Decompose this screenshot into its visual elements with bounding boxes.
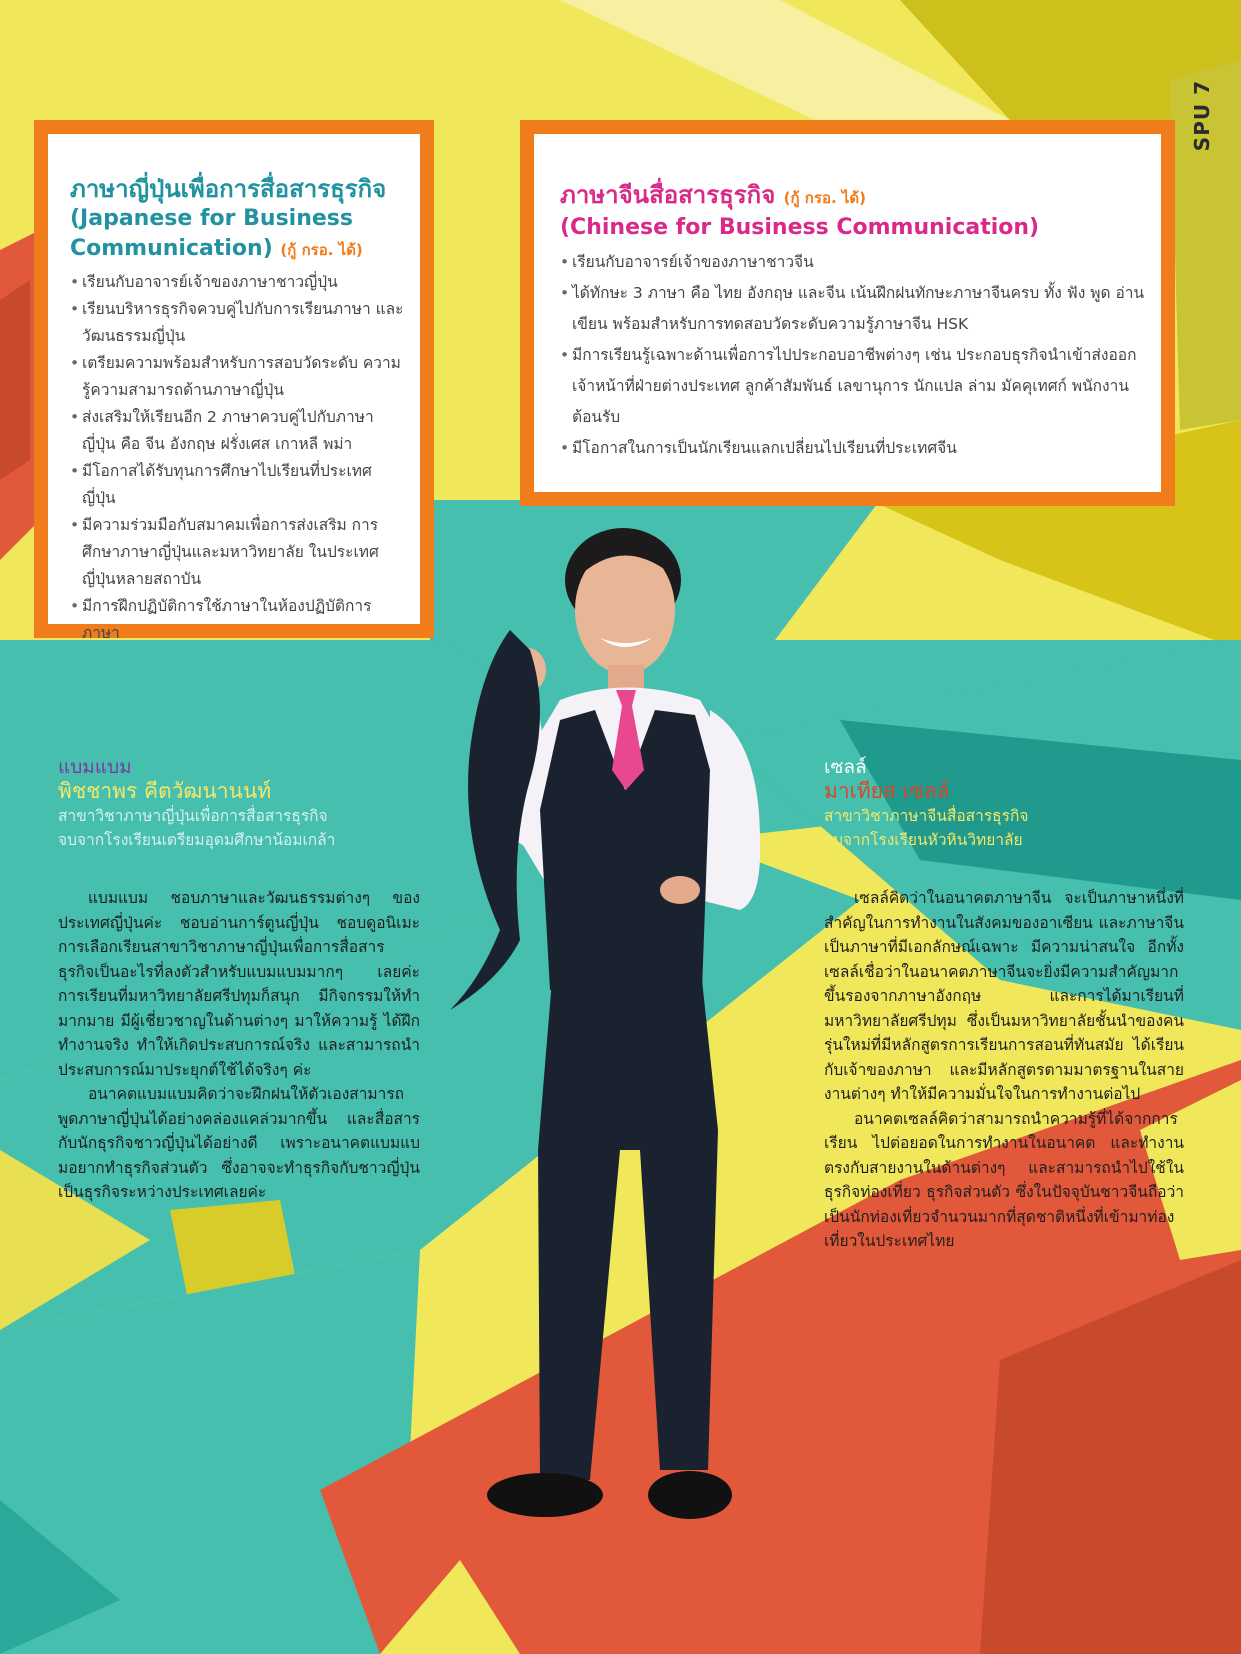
chinese-bullet-list [560,247,1145,464]
japanese-bullet-list [70,269,404,647]
profile-matias [824,756,1184,1254]
story-paragraph: แบมแบม ชอบภาษาและวัฒนธรรมต่างๆ ของประเทศญี่ปุ่นค่ะ ชอบอ่านการ์ตูนญี่ปุ่น ชอบดูอนิเมะ การเลือกเรียนสาขาวิชาภาษาญี่ปุ่นเพื่อการสื่อสารธุรกิจเป็นอะไรที่ลงตัวสำหรับแบมแบมมากๆ เลยค่ะ การเรียนที่มหาวิทยาลัยศรีปทุมก็สนุก มีกิจกรรมให้ทำมากมาย มีผู้เชี่ยวชาญในด้านต่างๆ มาให้ความรู้ ได้ฝึกทำงานจริง ทำให้เกิดประสบการณ์จริง และสามารถนำประสบการณ์มาประยุกต์ใช้ได้จริงๆ ค่ะ [58,889,420,1079]
japanese-loan-note: (กู้ กรอ. ได้) [280,241,363,259]
list-item: • ส่งเสริมให้เรียนอีก 2 ภาษาควบคู่ไปกับภาษาญี่ปุ่น คือ จีน อังกฤษ ฝรั่งเศส เกาหลี พม่า [70,404,404,458]
profile-school: จบจากโรงเรียนหัวหินวิทยาลัย [824,831,1023,849]
profile-story [58,886,420,1205]
list-item: • ได้ทักษะ 3 ภาษา คือ ไทย อังกฤษ และจีน เน้นฝึกฝนทักษะภาษาจีนครบ ทั้ง ฟัง พูด อ่าน เขียน พร้อมสำหรับการทดสอบวัดระดับความรู้ภาษาจีน HSK [560,278,1145,340]
chinese-loan-note: (กู้ กรอ. ได้) [783,189,867,207]
japanese-program-box [34,120,434,642]
profile-nickname: เซลล์ [824,756,867,778]
chinese-title-row [560,180,1145,213]
list-item: • มีการฝึกปฏิบัติการใช้ภาษาในห้องปฏิบัติการภาษา [70,593,404,647]
profile-pichaphorn [58,756,420,1205]
profile-major: สาขาวิชาภาษาญี่ปุ่นเพื่อการสื่อสารธุรกิจ [58,807,328,825]
story-paragraph: เซลล์คิดว่าในอนาคตภาษาจีน จะเป็นภาษาหนึ่งที่สำคัญในการทำงานในสังคมของอาเซียน และภาษาจีนเป็นภาษาที่มีเอกลักษณ์เฉพาะ มีความน่าสนใจ อีกทั้งเซลล์เชื่อว่าในอนาคตภาษาจีนจะยิ่งมีความสำคัญมากขึ้นรองจากภาษาอังกฤษ และการได้มาเรียนที่มหาวิทยาลัยศรีปทุม ซึ่งเป็นมหาวิทยาลัยชั้นนำของคนรุ่นใหม่ที่มีหลักสูตรการเรียนการสอนที่ทันสมัย ได้เรียนกับเจ้าของภาษา และมีหลักสูตรตามมาตรฐานในสายงานต่างๆ ทำให้มีความมั่นใจในการทำงานต่อไป [824,889,1184,1103]
list-item: • มีความร่วมมือกับสมาคมเพื่อการส่งเสริม การศึกษาภาษาญี่ปุ่นและมหาวิทยาลัย ในประเทศญี่ปุ่นหลายสถาบัน [70,512,404,593]
list-item: • มีการเรียนรู้เฉพาะด้านเพื่อการไปประกอบอาชีพต่างๆ เช่น ประกอบธุรกิจนำเข้าส่งออก เจ้าหน้าที่ฝ่ายต่างประเทศ ลูกค้าสัมพันธ์ เลขานุการ นักแปล ล่าม มัคคุเทศก์ พนักงานต้อนรับ [560,340,1145,433]
chinese-program-box [520,120,1175,506]
profile-major: สาขาวิชาภาษาจีนสื่อสารธุรกิจ [824,807,1029,825]
chinese-title-english: (Chinese for Business Communication) [560,215,1040,240]
list-item: • เรียนบริหารธุรกิจควบคู่ไปกับการเรียนภาษา และวัฒนธรรมญี่ปุ่น [70,296,404,350]
profile-fullname: พิชชาพร คีตวัฒนานนท์ [58,779,272,803]
story-paragraph: อนาคตแบมแบมคิดว่าจะฝึกฝนให้ตัวเองสามารถพูดภาษาญี่ปุ่นได้อย่างคล่องแคล่วมากขึ้น และสื่อสารกับนักธุรกิจชาวญี่ปุ่นได้อย่างดี เพราะอนาคตแบมแบมอยากทำธุรกิจส่วนตัว ซึ่งอาจจะทำธุรกิจกับชาวญี่ปุ่นเป็นธุรกิจระหว่างประเทศเลยค่ะ [58,1085,420,1201]
page-tag: SPU 7 [1190,80,1214,152]
list-item: • มีโอกาสในการเป็นนักเรียนแลกเปลี่ยนไปเรียนที่ประเทศจีน [560,433,1145,464]
list-item: • เรียนกับอาจารย์เจ้าของภาษาชาวจีน [560,247,1145,278]
japanese-title-thai: ภาษาญี่ปุ่นเพื่อการสื่อสารธุรกิจ [70,175,387,203]
story-paragraph: อนาคตเซลล์คิดว่าสามารถนำความรู้ที่ได้จากการเรียน ไปต่อยอดในการทำงานในอนาคต และทำงานตรงกับสายงานในด้านต่างๆ และสามารถนำไปใช้ในธุรกิจท่องเที่ยว ธุรกิจส่วนตัว ซึ่งในปัจจุบันชาวจีนถือว่าเป็นนักท่องเที่ยวจำนวนมากที่สุดชาติหนึ่งที่เข้ามาท่องเที่ยวในประเทศไทย [824,1109,1184,1250]
profile-story [824,886,1184,1254]
japanese-title-english-line2-row [70,234,404,265]
list-item: • มีโอกาสได้รับทุนการศึกษาไปเรียนที่ประเทศญี่ปุ่น [70,458,404,512]
student-photo [440,510,840,1620]
japanese-title-english-line1: (Japanese for Business [70,206,353,231]
chinese-title-thai: ภาษาจีนสื่อสารธุรกิจ [560,181,776,209]
profile-school: จบจากโรงเรียนเตรียมอุดมศึกษาน้อมเกล้า [58,831,336,849]
profile-fullname: มาเทียส เซลล์ [824,779,950,803]
list-item: • เรียนกับอาจารย์เจ้าของภาษาชาวญี่ปุ่น [70,269,404,296]
list-item: • เตรียมความพร้อมสำหรับการสอบวัดระดับ ความรู้ความสามารถด้านภาษาญี่ปุ่น [70,350,404,404]
profile-nickname: แบมแบม [58,756,132,778]
japanese-title-english-line2: Communication) [70,236,273,261]
